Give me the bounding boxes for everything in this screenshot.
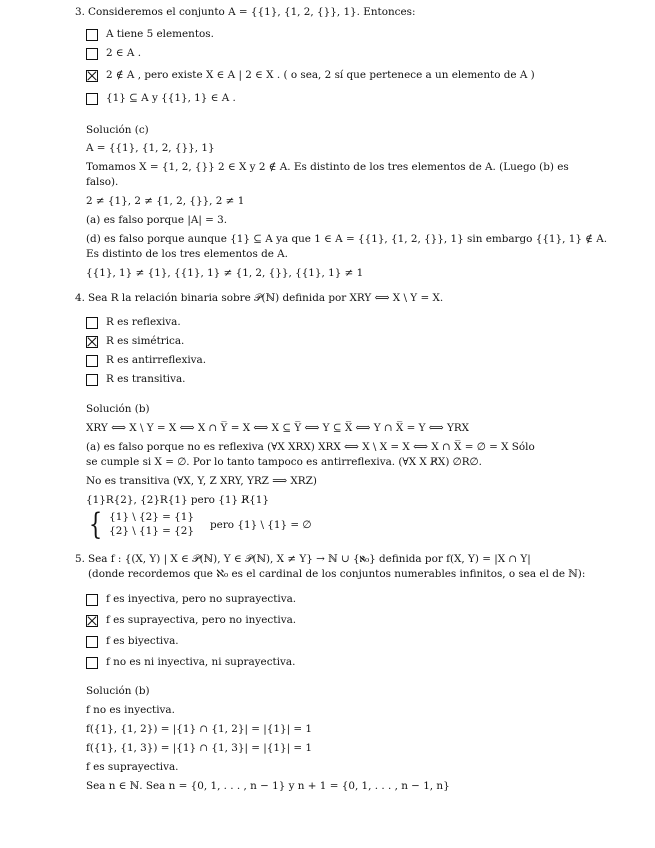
- q4-option-a-text: R es reflexiva.: [106, 316, 181, 328]
- q4-option-c[interactable]: [86, 354, 206, 367]
- q4-option-a[interactable]: [86, 316, 181, 329]
- q5-solution-line: f({1}, {1, 2}) = |{1} ∩ {1, 2}| = |{1}| = 1: [86, 723, 313, 735]
- q5-number: 5.: [75, 553, 85, 565]
- checked-box-icon[interactable]: [86, 70, 98, 82]
- q4-solution-line: {1}R{2}, {2}R{1} pero {1} R̸{1}: [86, 494, 270, 506]
- q3-option-c-text: 2 ∉ A , pero existe X ∈ A | 2 ∈ X . ( o sea, 2 sí que pertenece a un elemento de A ): [106, 69, 535, 81]
- q4-solution-line: XRY ⟺ X \ Y = X ⟺ X ∩ Y̅ = X ⟺ X ⊆ Y̅ ⟺ Y ⊆ X̅ ⟺ Y ∩ X̅ = Y ⟺ YRX: [86, 422, 470, 434]
- q4-option-c-text: R es antirreflexiva.: [106, 354, 207, 366]
- q4-solution-line: se cumple si X = ∅. Por lo tanto tampoco es antirreflexiva. (∀X X R̸X) ∅R∅.: [86, 456, 482, 468]
- q3-option-b-text: 2 ∈ A .: [106, 47, 142, 59]
- q4-solution-title: Solución (b): [86, 403, 150, 415]
- q4-option-d[interactable]: [86, 373, 185, 386]
- q5-solution-title: Solución (b): [86, 685, 150, 697]
- q3-option-a[interactable]: [86, 28, 214, 41]
- q5-option-b[interactable]: [86, 614, 296, 627]
- brace-row: {2} \ {1} = {2}: [109, 525, 195, 537]
- q5-option-d-text: f no es ni inyectiva, ni suprayectiva.: [106, 656, 296, 668]
- q5-solution-line: f({1}, {1, 3}) = |{1} ∩ {1, 3}| = |{1}| = 1: [86, 742, 313, 754]
- q5-option-c-text: f es biyectiva.: [106, 635, 179, 647]
- q3-solution-line: falso).: [86, 176, 119, 188]
- q3-solution-line: (a) es falso porque |A| = 3.: [86, 214, 228, 226]
- checkbox-icon[interactable]: [86, 93, 98, 105]
- q5-option-d[interactable]: [86, 656, 295, 669]
- checkbox-icon[interactable]: [86, 374, 98, 386]
- checkbox-icon[interactable]: [86, 48, 98, 60]
- q3-solution-line: Es distinto de los tres elementos de A.: [86, 248, 288, 260]
- q4-solution-line: No es transitiva (∀X, Y, Z XRY, YRZ ⟹ XRZ): [86, 475, 317, 487]
- checkbox-icon[interactable]: [86, 657, 98, 669]
- q5-option-b-text: f es suprayectiva, pero no inyectiva.: [106, 614, 297, 626]
- q4-option-b-text: R es simétrica.: [106, 335, 185, 347]
- left-brace-icon: {: [88, 507, 103, 542]
- q3-option-d-text: {1} ⊆ A y {{1}, 1} ∈ A .: [106, 92, 236, 104]
- q3-solution-line: (d) es falso porque aunque {1} ⊆ A ya que 1 ∈ A = {{1}, {1, 2, {}}, 1} sin embargo {{1}, 1} ∉ A.: [86, 233, 608, 245]
- checked-box-icon[interactable]: [86, 615, 98, 627]
- brace-tail: pero {1} \ {1} = ∅: [210, 518, 312, 531]
- q4-solution-line: (a) es falso porque no es reflexiva (∀X XRX) XRX ⟺ X \ X = X ⟺ X ∩ X̅ = ∅ = X Sólo: [86, 441, 535, 453]
- q3-option-b[interactable]: [86, 47, 141, 60]
- q4-number: 4.: [75, 292, 85, 304]
- q5-solution-line: f es suprayectiva.: [86, 761, 179, 773]
- checkbox-icon[interactable]: [86, 594, 98, 606]
- q5-option-c[interactable]: [86, 635, 179, 648]
- q3-solution-line: 2 ≠ {1}, 2 ≠ {1, 2, {}}, 2 ≠ 1: [86, 195, 245, 207]
- q4-brace-system: [86, 507, 312, 542]
- q3-solution-line: {{1}, 1} ≠ {1}, {{1}, 1} ≠ {1, 2, {}}, {{1}, 1} ≠ 1: [86, 267, 364, 279]
- q5-option-a-text: f es inyectiva, pero no suprayectiva.: [106, 593, 297, 605]
- q3-option-a-text: A tiene 5 elementos.: [106, 28, 214, 40]
- q5-solution-line: Sea n ∈ ℕ. Sea n = {0, 1, . . . , n − 1} y n + 1 = {0, 1, . . . , n − 1, n}: [86, 780, 450, 792]
- q4-option-b[interactable]: [86, 335, 184, 348]
- checkbox-icon[interactable]: [86, 317, 98, 329]
- q5-statement-note: (donde recordemos que ℵ₀ es el cardinal de los conjuntos numerables infinitos, o sea el de ℕ):: [88, 568, 586, 580]
- brace-row: {1} \ {2} = {1}: [109, 511, 195, 524]
- q4-option-d-text: R es transitiva.: [106, 373, 186, 385]
- q3-solution-line: A = {{1}, {1, 2, {}}, 1}: [86, 142, 215, 154]
- checkbox-icon[interactable]: [86, 355, 98, 367]
- q3-option-d[interactable]: [86, 92, 236, 105]
- q5-solution-line: f no es inyectiva.: [86, 704, 175, 716]
- q5-statement: Sea f : {(X, Y) | X ∈ 𝒫(ℕ), Y ∈ 𝒫(ℕ), X ≠ Y} → ℕ ∪ {ℵ₀} definida por f(X, Y) = |X ∩ Y|: [88, 553, 531, 565]
- q3-statement: Consideremos el conjunto A = {{1}, {1, 2, {}}, 1}. Entonces:: [88, 6, 416, 18]
- q5-option-a[interactable]: [86, 593, 296, 606]
- checked-box-icon[interactable]: [86, 336, 98, 348]
- q3-number: 3.: [75, 6, 85, 18]
- checkbox-icon[interactable]: [86, 29, 98, 41]
- brace-rows: [109, 511, 194, 538]
- q3-solution-title: Solución (c): [86, 124, 149, 136]
- q3-solution-line: Tomamos X = {1, 2, {}} 2 ∈ X y 2 ∉ A. Es distinto de los tres elementos de A. (Luego (b) es: [86, 161, 569, 173]
- checkbox-icon[interactable]: [86, 636, 98, 648]
- q3-option-c[interactable]: [86, 69, 535, 82]
- q4-statement: Sea R la relación binaria sobre 𝒫(ℕ) definida por XRY ⟺ X \ Y = X.: [88, 292, 444, 304]
